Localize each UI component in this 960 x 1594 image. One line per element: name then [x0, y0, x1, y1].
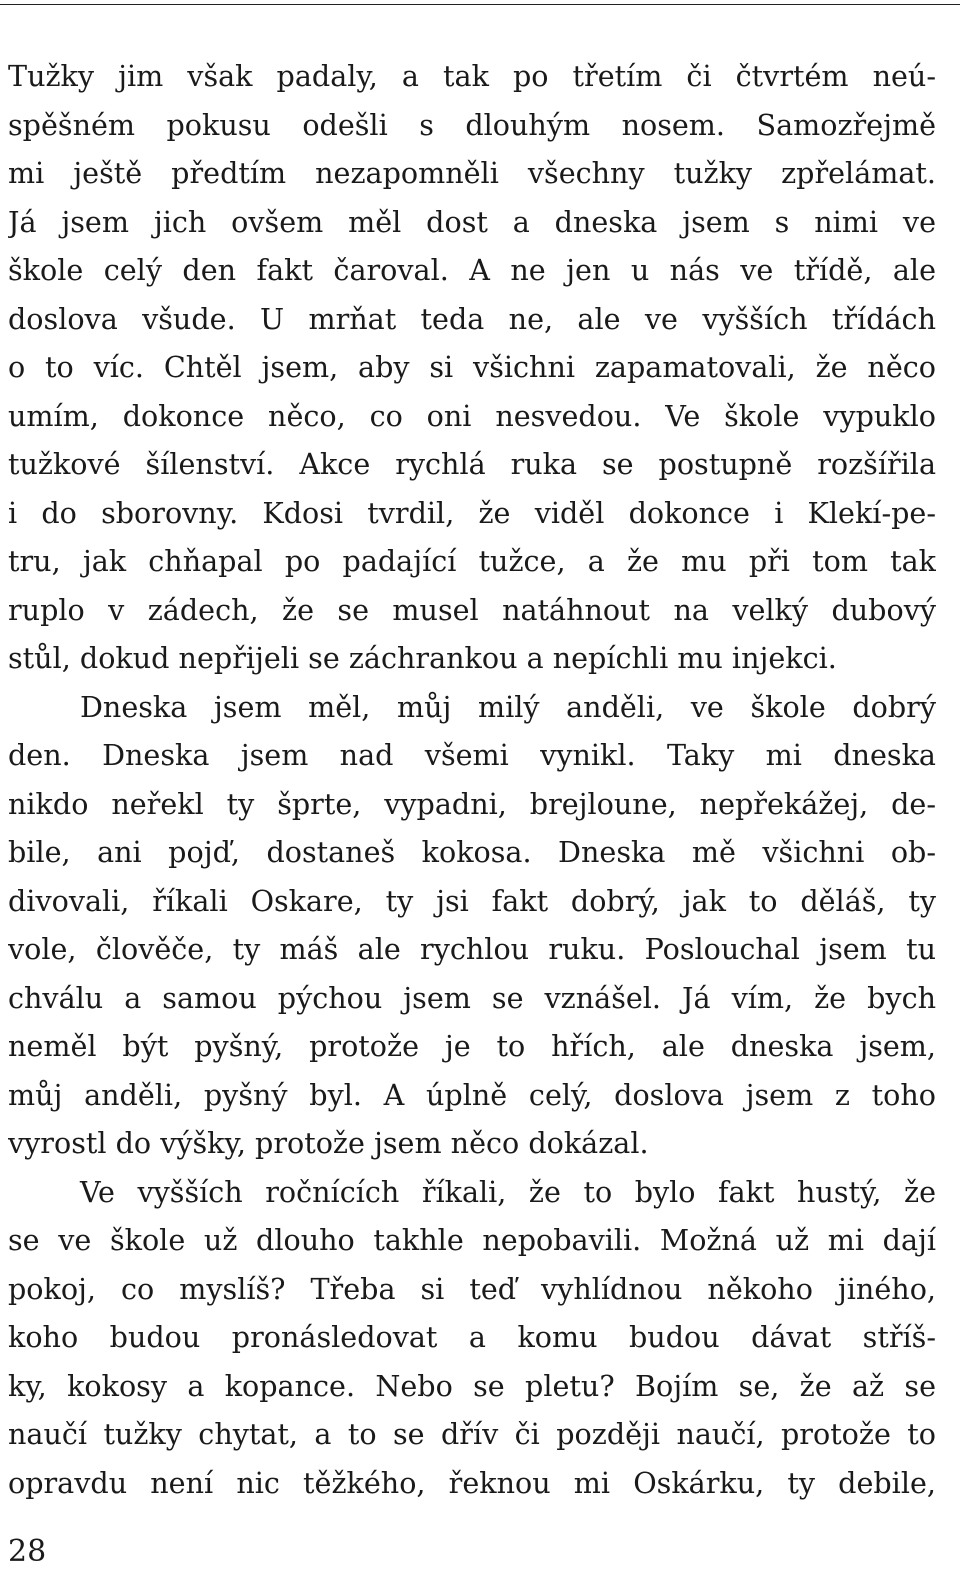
text-line: o to víc. Chtěl jsem, aby si všichni zapamatovali, že něco: [8, 350, 936, 384]
page-number: 28: [8, 1534, 47, 1569]
text-line: bile, ani pojď, dostaneš kokosa. Dneska mě všichni ob-: [8, 835, 936, 869]
text-line: Ve vyšších ročnících říkali, že to bylo fakt hustý, že: [80, 1174, 936, 1209]
text-line: tužkové šílenství. Akce rychlá ruka se postupně rozšířila: [8, 447, 936, 481]
text-line: vyrostl do výšky, protože jsem něco dokázal.: [8, 1126, 649, 1160]
text-line: naučí tužky chytat, a to se dřív či později naučí, protože to: [8, 1417, 936, 1451]
text-line: divovali, říkali Oskare, ty jsi fakt dobrý, jak to děláš, ty: [8, 883, 936, 918]
text-line: tru, jak chňapal po padající tužce, a že mu při tom tak: [8, 544, 936, 578]
text-line: škole celý den fakt čaroval. A ne jen u nás ve třídě, ale: [8, 253, 936, 287]
text-line: doslova všude. U mrňat teda ne, ale ve vyšších třídách: [8, 301, 936, 336]
paragraph: [8, 683, 936, 1168]
text-line: můj anděli, pyšný byl. A úplně celý, doslova jsem z toho: [8, 1077, 936, 1112]
text-line: vole, člověče, ty máš ale rychlou ruku. Poslouchal jsem tu: [8, 932, 936, 966]
text-line: mi ještě předtím nezapomněli všechny tužky zpřelámat.: [8, 156, 936, 190]
paragraph: [8, 1168, 936, 1508]
text-line: se ve škole už dlouho takhle nepobavili. Možná už mi dají: [8, 1223, 936, 1257]
text-line: pokoj, co myslíš? Třeba si teď vyhlídnou někoho jiného,: [8, 1271, 936, 1306]
text-line: Dneska jsem měl, můj milý anděli, ve škole dobrý: [80, 689, 936, 724]
text-line: ky, kokosy a kopance. Nebo se pletu? Bojím se, že až se: [8, 1368, 936, 1403]
text-line: den. Dneska jsem nad všemi vynikl. Taky mi dneska: [8, 738, 936, 772]
top-rule: [0, 4, 960, 5]
text-line: koho budou pronásledovat a komu budou dávat stříš-: [8, 1320, 936, 1354]
text-line: chválu a samou pýchou jsem se vznášel. Já vím, že bych: [8, 980, 936, 1015]
text-line: Já jsem jich ovšem měl dost a dneska jsem s nimi ve: [8, 204, 936, 239]
text-line: ruplo v zádech, že se musel natáhnout na velký dubový: [8, 592, 936, 627]
text-line: i do sborovny. Kdosi tvrdil, že viděl dokonce i Klekí-pe-: [8, 495, 936, 530]
text-line: stůl, dokud nepřijeli se záchrankou a nepíchli mu injekci.: [8, 641, 837, 675]
paragraph: [8, 52, 936, 683]
body-text: [8, 52, 936, 1507]
text-line: Tužky jim však padaly, a tak po třetím či čtvrtém neú-: [8, 59, 936, 93]
text-line: spěšném pokusu odešli s dlouhým nosem. Samozřejmě: [8, 107, 936, 142]
text-line: umím, dokonce něco, co oni nesvedou. Ve škole vypuklo: [8, 398, 936, 433]
text-line: opravdu není nic těžkého, řeknou mi Oskárku, ty debile,: [8, 1465, 936, 1500]
text-line: neměl být pyšný, protože je to hřích, ale dneska jsem,: [8, 1029, 936, 1063]
text-line: nikdo neřekl ty šprte, vypadni, brejloune, nepřekážej, de-: [8, 786, 936, 821]
